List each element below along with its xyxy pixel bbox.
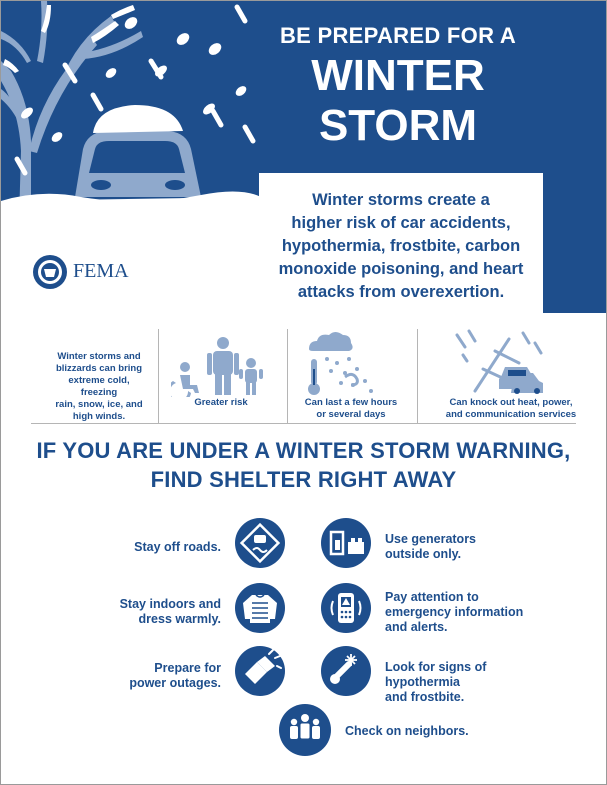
flashlight-icon [235, 646, 285, 696]
title-line-3: STORM [318, 101, 478, 150]
tip-line: Use generators [385, 532, 477, 546]
caption-line: and communication services [445, 409, 577, 420]
info-caption [421, 397, 601, 421]
info-caption [161, 397, 281, 409]
tip-line: Pay attention to [385, 590, 479, 604]
tip-line: Look for signs of hypothermia [385, 660, 487, 689]
tip-hypothermia [385, 660, 555, 705]
hero-banner [1, 1, 606, 313]
callout-line: hypothermia, frostbite, carbon [281, 237, 521, 255]
callout-line: monoxide poisoning, and heart [278, 260, 524, 278]
tip-line: and alerts. [385, 620, 448, 634]
tip-line: outside only. [385, 547, 462, 561]
tip-line: Stay off roads. [134, 540, 221, 554]
divider [158, 329, 159, 423]
warning-heading-line-1: IF YOU ARE UNDER A WINTER STORM WARNING, [36, 438, 571, 463]
caption-line: Can last a few hours [304, 397, 398, 408]
callout-line: Winter storms create a [312, 191, 490, 209]
tip-generators [385, 532, 555, 562]
intro-line: extreme cold, freezing [68, 375, 130, 398]
risk-callout [259, 173, 543, 313]
divider [287, 329, 288, 423]
tip-line: power outages. [129, 676, 221, 690]
title-line-2: WINTER [311, 51, 485, 100]
document-id: FEMA V-1014/June 2018 [65, 298, 160, 308]
tip-line: and frostbite. [385, 690, 465, 704]
fema-logo-text: FEMA [73, 260, 129, 282]
caption-line: Greater risk [194, 397, 248, 408]
intro-line: Winter storms and [57, 351, 141, 362]
title-line-1: BE PREPARED FOR A [279, 23, 517, 48]
tip-emergency-info [385, 590, 555, 635]
tip-line: emergency information [385, 605, 524, 619]
power-outage-icon [453, 329, 543, 395]
tip-line: Stay indoors and [119, 597, 221, 611]
caption-line: Can knock out heat, power, [449, 397, 573, 408]
tip-stay-off-roads [61, 540, 221, 555]
intro-line: high winds. [72, 411, 126, 422]
info-caption [289, 397, 413, 421]
tip-line: dress warmly. [138, 612, 221, 626]
dhs-seal-icon [31, 253, 69, 291]
tip-neighbors [345, 724, 515, 739]
tip-power-outages [61, 661, 221, 691]
intro-text [49, 351, 149, 423]
callout-line: higher risk of car accidents, [291, 214, 511, 232]
generator-icon [321, 518, 371, 568]
section-divider [31, 423, 576, 424]
intro-line: rain, snow, ice, and [55, 399, 143, 410]
neighbors-group-icon [279, 704, 331, 756]
hazard-info-row [1, 313, 606, 425]
emergency-alert-radio-icon [321, 583, 371, 633]
cold-weather-icon [305, 329, 385, 399]
tip-line: Check on neighbors. [345, 724, 469, 738]
caption-line: or several days [316, 409, 386, 420]
people-risk-icon [171, 335, 271, 397]
warning-heading-line-2: FIND SHELTER RIGHT AWAY [150, 467, 457, 492]
tip-line: Prepare for [154, 661, 221, 675]
sweater-icon [235, 583, 285, 633]
intro-line: blizzards can bring [55, 363, 143, 374]
thermometer-snowflake-icon [321, 646, 371, 696]
callout-line: attacks from overexertion. [297, 283, 505, 301]
slippery-road-icon [235, 518, 285, 568]
divider [417, 329, 418, 423]
tip-stay-indoors [61, 597, 221, 627]
